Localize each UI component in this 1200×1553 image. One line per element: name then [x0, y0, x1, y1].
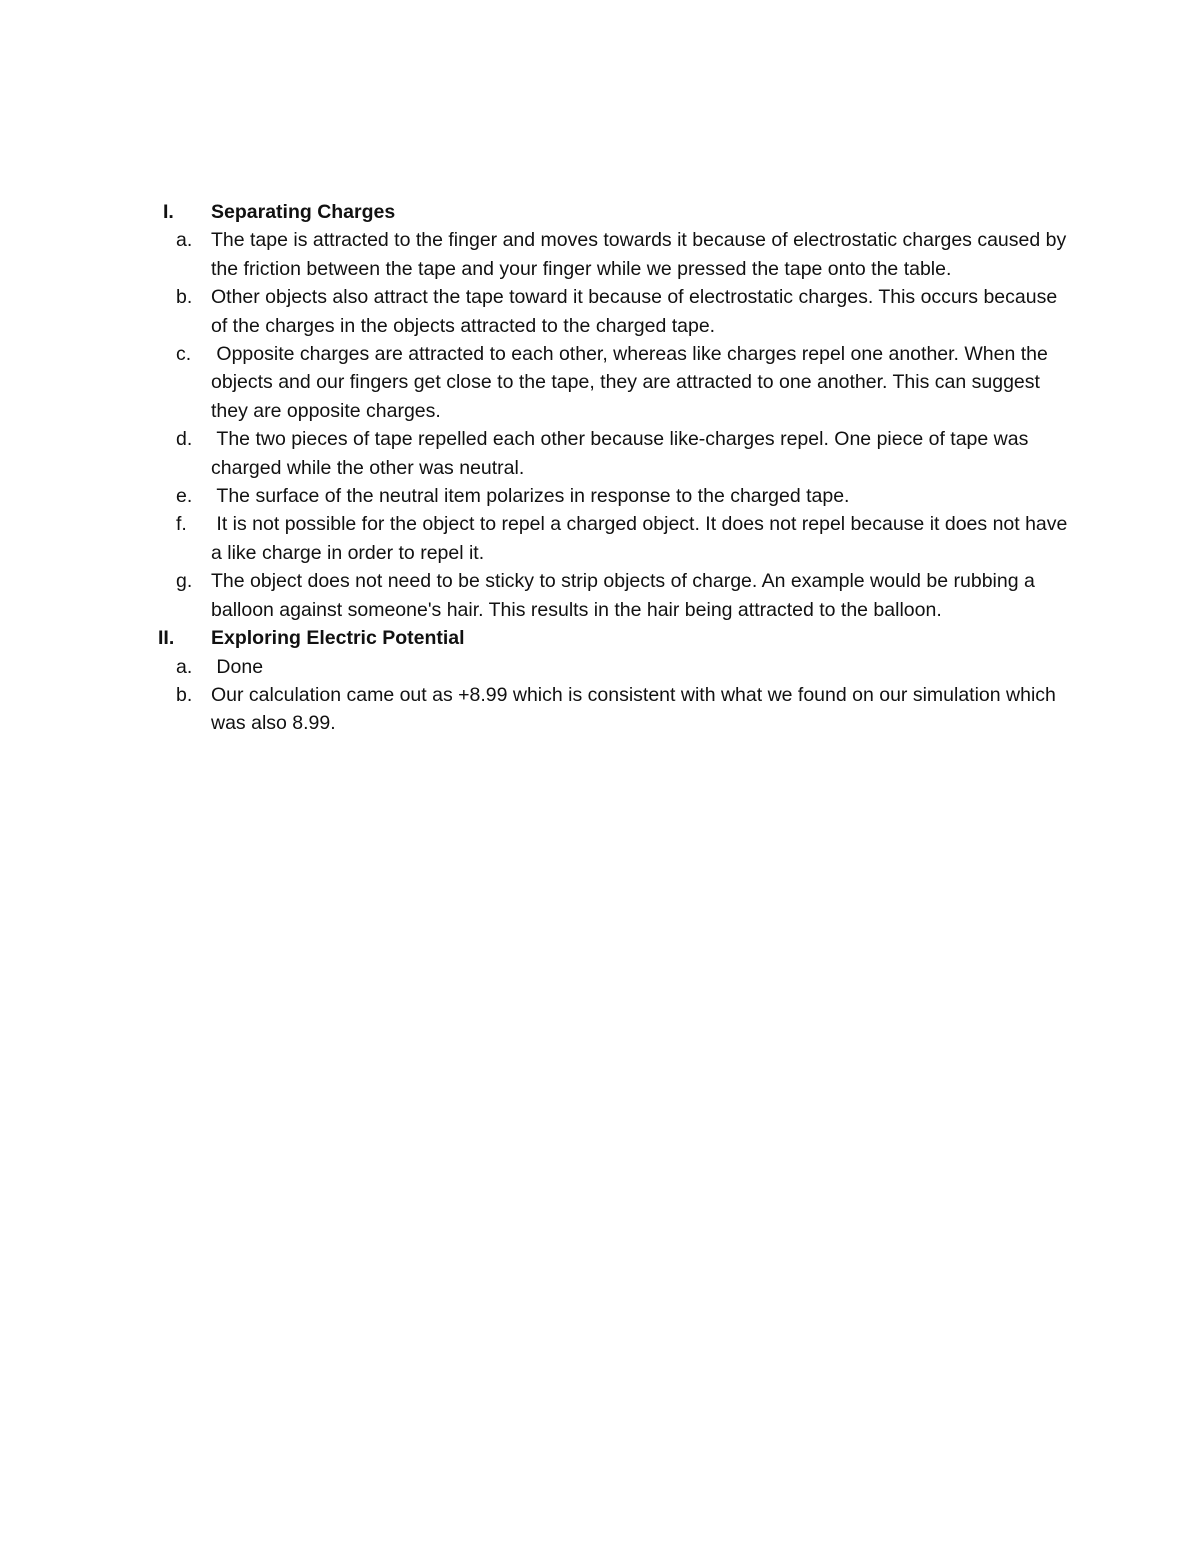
- list-item: [0, 653, 1200, 681]
- item-letter: c.: [176, 343, 192, 366]
- item-text: The object does not need to be sticky to strip objects of charge. An example would be rubbing a balloon against someone's hair. This results in the hair being attracted to the balloon.: [211, 570, 1041, 621]
- item-text: The surface of the neutral item polarizes in response to the charged tape.: [211, 485, 850, 508]
- list-item: [0, 226, 1200, 283]
- section-numeral: II.: [158, 627, 175, 650]
- item-letter: f.: [176, 513, 187, 536]
- item-text: It is not possible for the object to repel a charged object. It does not repel because it does not have a like charge in order to repel it.: [211, 513, 1073, 564]
- list-item: [0, 340, 1200, 425]
- item-text: The tape is attracted to the finger and moves towards it because of electrostatic charges caused by the friction between the tape and your finger while we pressed the tape onto the table.: [211, 229, 1072, 280]
- item-text: Our calculation came out as +8.99 which is consistent with what we found on our simulation which was also 8.99.: [211, 683, 1062, 735]
- section-heading-exploring-electric-potential: [0, 624, 1200, 652]
- item-letter: a.: [176, 229, 193, 252]
- item-text: Other objects also attract the tape toward it because of electrostatic charges. This occurs because of the charges in the objects attracted to the charged tape.: [211, 286, 1063, 337]
- list-item: [0, 482, 1200, 510]
- item-letter: g.: [176, 570, 193, 593]
- item-text: Opposite charges are attracted to each other, whereas like charges repel one another. When the objects and our fingers get close to the tape, they are attracted to one another. This can suggest they are opposite charges.: [211, 343, 1054, 422]
- item-text: Done: [211, 655, 264, 678]
- section-heading-separating-charges: [0, 198, 1200, 226]
- list-item: [0, 567, 1200, 624]
- list-item: [0, 510, 1200, 567]
- outline-list: [0, 198, 1200, 738]
- item-letter: d.: [176, 428, 193, 451]
- list-item: [0, 283, 1200, 340]
- item-letter: b.: [176, 683, 193, 706]
- item-letter: e.: [176, 485, 193, 508]
- item-text: The two pieces of tape repelled each other because like-charges repel. One piece of tape was charged while the other was neutral.: [211, 428, 1034, 479]
- section-title: Exploring Electric Potential: [211, 627, 465, 650]
- item-letter: b.: [176, 286, 193, 309]
- list-item: [0, 681, 1200, 738]
- list-item: [0, 425, 1200, 482]
- section-numeral: I.: [163, 201, 174, 223]
- item-letter: a.: [176, 655, 193, 678]
- section-title: Separating Charges: [211, 201, 396, 223]
